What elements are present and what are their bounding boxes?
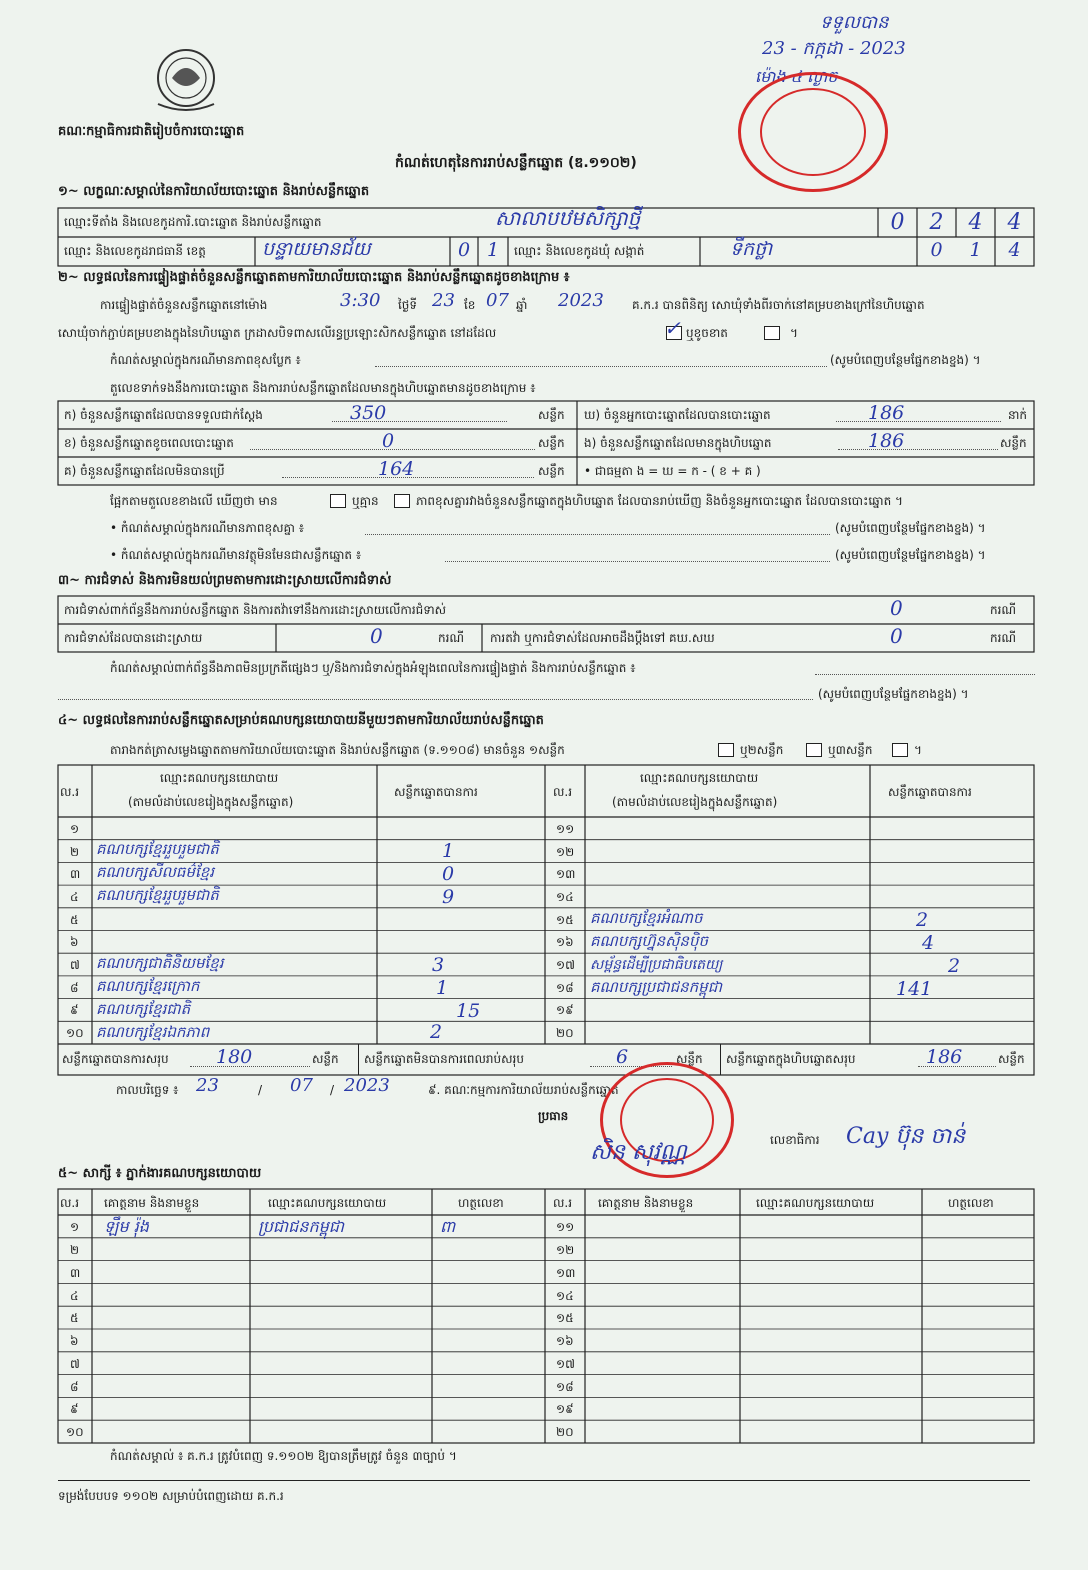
row-no: ៩ — [70, 1402, 79, 1416]
irregularity-note-label: កំណត់សម្គាល់ពាក់ព័ន្ធនឹងភាពមិនប្រក្រតីផ្សេងៗ ឬ/និងការជំទាស់ក្នុងអំឡុងពេលនៃការផ្ទៀងផ្ទាត់ និងការរាប់សន្លឹកឆ្នោត ៖ — [110, 661, 636, 675]
note-anomaly-hint: (សូមបំពេញបន្ថែមផ្នែកខាងខ្នង) ។ — [830, 353, 981, 367]
witness-party: ប្រជាជនកម្ពុជា — [258, 1217, 345, 1236]
row-no: ១៦ — [556, 1334, 574, 1348]
note-anomaly-label: កំណត់សម្គាល់ក្នុងករណីមានភាពខុសប្លែក ៖ — [110, 353, 301, 367]
voters-voted-label: ឃ) ចំនួនអ្នកបោះឆ្នោតដែលបានបោះឆ្នោត — [584, 408, 771, 422]
station-name-value: សាលាបឋមសិក្សាថ្មី — [495, 206, 641, 230]
chairman-label: ប្រធាន — [538, 1109, 569, 1123]
compare-text-c: ភាពខុសគ្នារវាងចំនួនសន្លឹកឆ្នោតក្នុងហិបឆ្នោត ដែលបានរាប់ឃើញ និងចំនួនអ្នកបោះឆ្នោត ដែលបានបោះឆ្នោត ។ — [416, 494, 903, 508]
row-no: ៣ — [70, 1266, 81, 1280]
row-no: ១ — [70, 822, 80, 836]
party-votes: 15 — [456, 1000, 481, 1022]
sign-year: 2023 — [344, 1075, 390, 1096]
party-votes: 9 — [442, 886, 455, 908]
witness-col-sig-left: ហត្ថលេខា — [458, 1196, 504, 1210]
col-no-right: ល.រ — [553, 785, 573, 799]
chairman-signature: សិន សុវណ្ណ — [590, 1140, 687, 1165]
row-no: ៥ — [70, 913, 79, 927]
row-no: ៥ — [70, 1311, 79, 1325]
complaints-unit: ករណី — [990, 603, 1017, 617]
day-label: ថ្ងៃទី — [398, 298, 418, 312]
row-no: ២ — [70, 1243, 80, 1257]
col-votes-left: សន្លឹកឆ្នោតបានការ — [394, 785, 478, 799]
witness-col-sig-right: ហត្ថលេខា — [948, 1196, 994, 1210]
ballots-received-label: ក) ចំនួនសន្លឹកឆ្នោតដែលបានទទួលជាក់ស្តែង — [64, 408, 263, 422]
row-no: ១៤ — [556, 1289, 574, 1303]
witness-col-party-left: ឈ្មោះគណបក្សនយោបាយ — [268, 1196, 387, 1210]
secretary-label: លេខាធិការ — [770, 1133, 820, 1147]
row-no: ១៤ — [556, 890, 574, 904]
total-valid-label: សន្លឹកឆ្នោតបានការសរុប — [62, 1052, 169, 1066]
row-no: ៧ — [70, 1357, 80, 1371]
complaints-value: 0 — [890, 596, 903, 620]
ballots-spoiled-value: 0 — [382, 430, 395, 452]
party-name: គណបក្សខ្មែរអំណាច — [590, 909, 703, 927]
total-invalid-unit: សន្លឹក — [676, 1052, 703, 1066]
voters-voted-value: 186 — [868, 402, 905, 424]
row-no: ៩ — [70, 1003, 79, 1017]
row-no: ២០ — [556, 1425, 574, 1439]
footer-rule — [58, 1480, 1030, 1481]
section-3-title: ៣~ ការជំទាស់ និងការមិនយល់ព្រមតាមការដោះស្រាយលើការជំទាស់ — [58, 573, 392, 588]
org-name: គណៈកម្មាធិការជាតិរៀបចំការបោះឆ្នោត — [58, 124, 245, 139]
ballots-received-value: 350 — [350, 402, 387, 424]
resolved-label: ការជំទាស់ដែលបានដោះស្រាយ — [64, 631, 203, 645]
party-votes: 2 — [430, 1021, 443, 1043]
party-name: គណបក្សខ្មែរជាតិ — [96, 1000, 191, 1018]
ballots-spoiled-unit: សន្លឹក — [538, 436, 565, 450]
row-no: ៦ — [70, 1334, 79, 1348]
verify-day: 23 — [432, 290, 455, 311]
total-invalid-label: សន្លឹកឆ្នោតមិនបានការពេលរាប់សរុប — [364, 1052, 524, 1066]
row-no: ១២ — [556, 1243, 575, 1257]
row-no: ៤ — [70, 890, 79, 904]
verify-month: 07 — [486, 290, 509, 311]
verify-text-1b: គ.ក.រ បានពិនិត្យ សោឃុំទាំងពីរចាក់នៅគម្របខាងក្រៅនៃហិបឆ្នោត — [632, 298, 925, 312]
row-no: ១៧ — [556, 1357, 575, 1371]
total-inbox-label: សន្លឹកឆ្នោតក្នុងហិបឆ្នោតសរុប — [726, 1052, 856, 1066]
total-valid-value: 180 — [216, 1046, 253, 1068]
commune-value: ទឹកថ្លា — [730, 238, 773, 260]
row-no: ១៣ — [556, 867, 576, 881]
note-nonballot-label: • កំណត់សម្គាល់ក្នុងករណីមានវត្ថុមិនមែនជាសន្លឹកឆ្នោត ៖ — [110, 548, 362, 562]
party-name: គណបក្សខ្មែររួបរួមជាតិ — [96, 840, 219, 858]
appeals-label: ការតវ៉ា ឬការជំទាស់ដែលអាចដឹងប្តឹងទៅ គឃ.សឃ — [490, 631, 715, 645]
row-no: ១៣ — [556, 1266, 576, 1280]
province-value: បន្ទាយមានជ័យ — [262, 238, 371, 260]
or-damaged-label: ឬខូចខាត — [686, 326, 728, 340]
party-votes: 0 — [442, 863, 455, 885]
witness-name: ឡឹម រ៉ុង — [104, 1217, 149, 1236]
complaints-label: ការជំទាស់ពាក់ព័ន្ធនឹងការរាប់សន្លឹកឆ្នោត និងការតវ៉ាទៅនឹងការដោះស្រាយលើការជំទាស់ — [64, 603, 447, 617]
footer-note: កំណត់សម្គាល់ ៖ គ.ក.រ ត្រូវបំពេញ ទ.១១០២ ឱ្យបានត្រឹមត្រូវ ចំនួន ៣ច្បាប់ ។ — [110, 1449, 457, 1463]
row-no: ៨ — [70, 1380, 79, 1394]
secretary-signature: Cay ប៊ុន ចាន់ — [846, 1124, 966, 1149]
ballots-in-box-label: ង) ចំនួនសន្លឹកឆ្នោតដែលមានក្នុងហិបឆ្នោត — [584, 436, 772, 450]
total-valid-unit: សន្លឹក — [312, 1052, 339, 1066]
ballots-spoiled-label: ខ) ចំនួនសន្លឹកឆ្នោតខូចពេលបោះឆ្នោត — [64, 436, 234, 450]
party-name: គណបក្សជាតិនិយមខ្មែរ — [96, 954, 224, 972]
verify-text-2: សោឃុំចាក់ភ្ជាប់គម្របខាងក្នុងនៃហិបឆ្នោត ក្រដាសបិទពាសលើរន្ធប្រឡោះសិកសន្លឹកឆ្នោត នៅដដែល — [58, 326, 497, 340]
row-no: ២ — [70, 845, 80, 859]
station-name-label: ឈ្មោះទីតាំង និងលេខកូដការិ.បោះឆ្នោត និងរាប់សន្លឹកឆ្នោត — [64, 215, 322, 229]
compare-text-b: ឬគ្មាន — [352, 494, 379, 508]
witness-col-no-left: ល.រ — [60, 1196, 80, 1210]
sign-month: 07 — [290, 1075, 313, 1096]
party-name: គណបក្សប្រជាជនកម្ពុជា — [590, 978, 722, 996]
row-no: ១៥ — [556, 1311, 574, 1325]
witness-signature: ពា — [440, 1217, 456, 1236]
appeals-unit: ករណី — [990, 631, 1017, 645]
row-no: ១៨ — [556, 981, 574, 995]
row-no: ១៥ — [556, 913, 574, 927]
section-1-title: ១~ លក្ខណៈសម្គាល់នៃការិយាល័យបោះឆ្នោត និងរាប់សន្លឹកឆ្នោត — [58, 184, 370, 199]
row-no: ១០ — [66, 1026, 84, 1040]
row-no: ១៩ — [556, 1003, 574, 1017]
party-votes: 1 — [436, 977, 449, 999]
province-code-2: 1 — [486, 239, 500, 261]
tally-or-2: ឬ២សន្លឹក — [740, 743, 784, 757]
ballots-unused-value: 164 — [378, 458, 415, 480]
sign-day: 23 — [196, 1075, 219, 1096]
party-votes: 2 — [948, 955, 961, 977]
commune-label: ឈ្មោះ និងលេខកូដឃុំ សង្កាត់ — [514, 244, 645, 258]
commune-code-3: 4 — [1008, 239, 1021, 261]
count-intro: តួលេខទាក់ទងនឹងការបោះឆ្នោត និងការរាប់សន្លឹកឆ្នោតដែលមានក្នុងហិបឆ្នោតមានដូចខាងក្រោម ៖ — [110, 381, 536, 395]
party-name: គណបក្សខ្មែររួបរួមជាតិ — [96, 886, 219, 904]
committee-sign-label: ៩. គណៈកម្មការការិយាល័យរាប់សន្លឹកឆ្នោត — [428, 1083, 619, 1097]
note-nonballot-hint: (សូមបំពេញបន្ថែមផ្នែកខាងខ្នង) ។ — [835, 548, 986, 562]
party-votes: 4 — [922, 932, 935, 954]
row-no: ១២ — [556, 845, 575, 859]
province-code-1: 0 — [457, 239, 471, 261]
party-votes: 3 — [432, 954, 445, 976]
party-name: សម្ព័ន្ធដើម្បីប្រជាធិបតេយ្យ — [590, 957, 723, 973]
witness-col-no-right: ល.រ — [553, 1196, 573, 1210]
total-inbox-value: 186 — [926, 1046, 963, 1068]
col-party-left-1: ឈ្មោះគណបក្សនយោបាយ — [160, 771, 279, 785]
station-code-digit-2: 2 — [929, 210, 944, 235]
col-party-left-2: (តាមលំដាប់លេខរៀងក្នុងសន្លឹកឆ្នោត) — [128, 795, 294, 809]
witness-col-name-left: គោត្តនាម និងនាមខ្លួន — [104, 1196, 200, 1210]
date-label: កាលបរិច្ឆេទ ៖ — [116, 1083, 179, 1097]
ballots-unused-label: គ) ចំនួនសន្លឹកឆ្នោតដែលមិនបានប្រើ — [64, 464, 225, 478]
party-votes: 2 — [916, 909, 929, 931]
total-invalid-value: 6 — [616, 1046, 629, 1068]
row-no: ៤ — [70, 1289, 79, 1303]
row-no: ៨ — [70, 981, 79, 995]
section-4-title: ៤~ លទ្ធផលនៃការរាប់សន្លឹកឆ្នោតសម្រាប់គណបក្សនយោបាយនីមួយៗតាមការិយាល័យរាប់សន្លឹកឆ្នោត — [58, 713, 544, 728]
row-no: ៣ — [70, 867, 81, 881]
section-2-title: ២~ លទ្ធផលនៃការផ្ទៀងផ្ទាត់ចំនួនសន្លឹកឆ្នោតតាមការិយាល័យបោះឆ្នោត និងរាប់សន្លឹកឆ្នោតដូចខាងក្រោម ៖ — [58, 270, 570, 285]
voters-voted-unit: នាក់ — [1008, 408, 1028, 422]
commune-code-1: 0 — [930, 239, 943, 261]
section-5-title: ៥~ សាក្សី ៖ ភ្នាក់ងារគណបក្សនយោបាយ — [58, 1166, 262, 1181]
station-code-digit-4: 4 — [1007, 210, 1022, 235]
footer-form-ref: ទម្រង់បែបបទ ១១០២ សម្រាប់បំពេញដោយ គ.ក.រ — [58, 1489, 284, 1503]
station-code-digit-3: 4 — [968, 210, 983, 235]
end-mark-1: ។ — [790, 326, 798, 340]
party-name: គណបក្សខ្មែរឯកភាព — [96, 1023, 210, 1041]
party-name: គណបក្សហ្វ៊ុនស៊ិនប៉ិច — [590, 932, 708, 950]
ballots-in-box-value: 186 — [868, 430, 905, 452]
row-no: ១៩ — [556, 1402, 574, 1416]
form-title: កំណត់ហេតុនៃការរាប់សន្លឹកឆ្នោត (ឌ.១១០២) — [395, 155, 637, 171]
party-votes: 141 — [896, 978, 933, 1000]
col-votes-right: សន្លឹកឆ្នោតបានការ — [888, 785, 972, 799]
total-inbox-unit: សន្លឹក — [998, 1052, 1025, 1066]
appeals-value: 0 — [890, 624, 903, 648]
verify-year: 2023 — [558, 290, 604, 311]
formula-text: • ជាធម្មតា ង = ឃ = ក - ( ខ + គ ) — [584, 464, 761, 478]
irregularity-hint: (សូមបំពេញបន្ថែមផ្នែកខាងខ្នង) ។ — [818, 687, 969, 701]
row-no: ១៨ — [556, 1380, 574, 1394]
received-date: 23 - កក្កដា - 2023 — [762, 38, 906, 59]
tally-or-3: ឬ៣សន្លឹក — [828, 743, 873, 757]
col-no-left: ល.រ — [60, 785, 80, 799]
row-no: ១១ — [556, 1220, 575, 1234]
received-label: ទទួលបាន — [820, 12, 889, 33]
commune-code-2: 1 — [969, 239, 982, 261]
col-party-right-1: ឈ្មោះគណបក្សនយោបាយ — [640, 771, 759, 785]
compare-text-a: ផ្អែកតាមតួលេខខាងលើ ឃើញថា មាន — [110, 494, 278, 508]
ballots-received-unit: សន្លឹក — [538, 408, 565, 422]
party-name: គណបក្សសីលធម៌ខ្មែរ — [96, 863, 214, 881]
row-no: ១៧ — [556, 958, 575, 972]
date-sep-1: / — [258, 1083, 263, 1097]
row-no: ៦ — [70, 935, 79, 949]
year-label: ឆ្នាំ — [516, 298, 528, 312]
intact-checkmark: ✓ — [664, 316, 681, 340]
row-no: ១០ — [66, 1425, 84, 1439]
resolved-unit: ករណី — [438, 631, 465, 645]
row-no: ២០ — [556, 1026, 574, 1040]
party-votes: 1 — [442, 840, 455, 862]
ballots-in-box-unit: សន្លឹក — [1000, 436, 1027, 450]
verify-text-1a: ការផ្ទៀងផ្ទាត់ចំនួនសន្លឹកឆ្នោតនៅម៉ោង — [100, 298, 268, 312]
note-mismatch-label: • កំណត់សម្គាល់ក្នុងករណីមានភាពខុសគ្នា ៖ — [110, 521, 305, 535]
col-party-right-2: (តាមលំដាប់លេខរៀងក្នុងសន្លឹកឆ្នោត) — [612, 795, 778, 809]
date-sep-2: / — [330, 1083, 335, 1097]
station-code-digit-1: 0 — [890, 210, 905, 235]
row-no: ៧ — [70, 958, 80, 972]
ballots-unused-unit: សន្លឹក — [538, 464, 565, 478]
tally-end: ។ — [914, 743, 922, 757]
received-time: ម៉ោង ៤ ល្ងាច — [755, 67, 838, 86]
party-name: គណបក្សខ្មែរក្រោក — [96, 977, 200, 995]
verify-time: 3:30 — [340, 290, 381, 311]
row-no: ១៦ — [556, 935, 574, 949]
month-label: ខែ — [464, 298, 476, 312]
witness-col-party-right: ឈ្មោះគណបក្សនយោបាយ — [756, 1196, 875, 1210]
resolved-value: 0 — [370, 624, 383, 648]
witness-col-name-right: គោត្តនាម និងនាមខ្លួន — [598, 1196, 694, 1210]
province-label: ឈ្មោះ និងលេខកូដរាជធានី ខេត្ត — [64, 244, 206, 258]
tally-intro: តារាងកត់ត្រាសម្លេងឆ្នោតតាមការិយាល័យបោះឆ្នោត និងរាប់សន្លឹកឆ្នោត (ទ.១១០៨) មានចំនួន ១សន្លឹក — [110, 743, 565, 757]
row-no: ១ — [70, 1220, 80, 1234]
note-mismatch-hint: (សូមបំពេញបន្ថែមផ្នែកខាងខ្នង) ។ — [835, 521, 986, 535]
row-no: ១១ — [556, 822, 575, 836]
